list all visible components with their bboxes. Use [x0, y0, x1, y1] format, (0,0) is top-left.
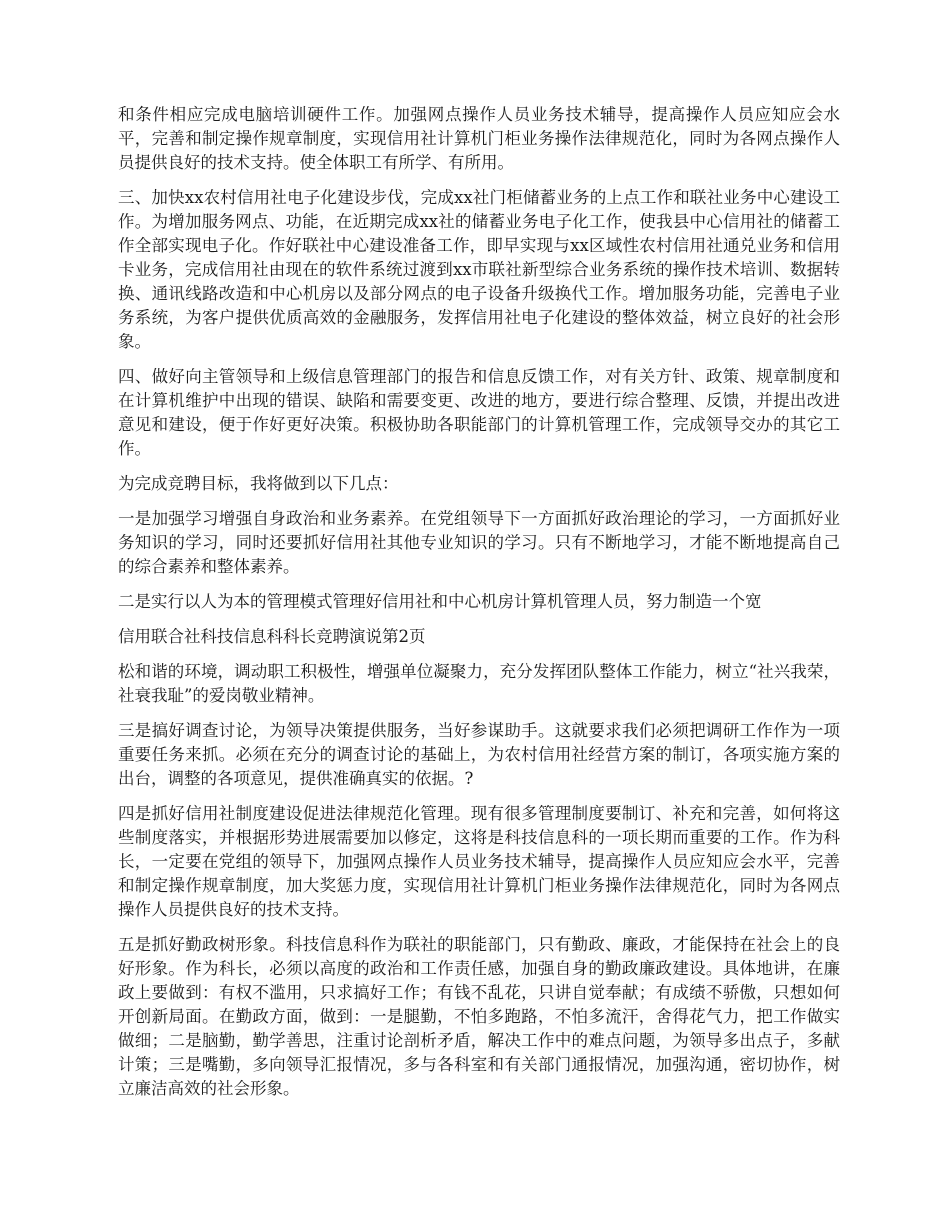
paragraph-item-four: 四、做好向主管领导和上级信息管理部门的报告和信息反馈工作，对有关方针、政策、规章制度和在计算机维护中出现的错误、缺陷和需要变更、改进的地方，要进行综合整理、反馈，并提出改进意见和建设，便于作好更好决策。积极协助各职能部门的计算机管理工作，完成领导交办的其它工作。: [118, 367, 840, 458]
paragraph-intro: 和条件相应完成电脑培训硬件工作。加强网点操作人员业务技术辅导，提高操作人员应知应会水平，完善和制定操作规章制度，实现信用社计算机门柜业务操作法律规范化，同时为各网点操作人员提供良好的技术支持。使全体职工有所学、有所用。: [118, 105, 840, 172]
paragraph-point-one: 一是加强学习增强自身政治和业务素养。在党组领导下一方面抓好政治理论的学习，一方面抓好业务知识的学习，同时还要抓好信用社其他专业知识的学习。只有不断地学习，才能不断地提高自己的综合素养和整体素养。: [118, 509, 840, 576]
paragraph-point-five: 五是抓好勤政树形象。科技信息科作为联社的职能部门，只有勤政、廉政，才能保持在社会上的良好形象。作为科长，必须以高度的政治和工作责任感，加强自身的勤政廉政建设。具体地讲，在廉政上要做到：有权不滥用，只求搞好工作；有钱不乱花，只讲自觉奉献；有成绩不骄傲，只想如何开创新局面。在勤政方面，做到：一是腿勤，不怕多跑路，不怕多流汗，舍得花气力，把工作做实做细；二是脑勤，勤学善思，注重讨论剖析矛盾，解决工作中的难点问题，为领导多出点子，多献计策；三是嘴勤，多向领导汇报情况，多与各科室和有关部门通报情况，加强沟通，密切协作，树立廉洁高效的社会形象。: [118, 935, 840, 1098]
paragraph-item-three: 三、加快xx农村信用社电子化建设步伐，完成xx社门柜储蓄业务的上点工作和联社业务中心建设工作。为增加服务网点、功能，在近期完成xx社的储蓄业务电子化工作，使我县中心信用社的储蓄工作全部实现电子化。作好联社中心建设准备工作，即早实现与xx区域性农村信用社通兑业务和信用卡业务，完成信用社由现在的软件系统过渡到xx市联社新型综合业务系统的操作技术培训、数据转换、通讯线路改造和中心机房以及部分网点的电子设备升级换代工作。增加服务功能，完善电子业务系统，为客户提供优质高效的金融服务，发挥信用社电子化建设的整体效益，树立良好的社会形象。: [118, 188, 840, 351]
paragraph-point-four: 四是抓好信用社制度建设促进法律规范化管理。现有很多管理制度要制订、补充和完善，如何将这些制度落实，并根据形势进展需要加以修定，这将是科技信息科的一项长期而重要的工作。作为科长，一定要在党组的领导下，加强网点操作人员业务技术辅导，提高操作人员应知应会水平，完善和制定操作规章制度，加大奖惩力度，实现信用社计算机门柜业务操作法律规范化，同时为各网点操作人员提供良好的技术支持。: [118, 804, 840, 919]
paragraph-point-two-continued: 松和谐的环境，调动职工积极性，增强单位凝聚力，充分发挥团队整体工作能力，树立“社兴我荣，社衰我耻”的爱岗敬业精神。: [118, 662, 840, 705]
paragraph-goal-intro: 为完成竞聘目标，我将做到以下几点：: [118, 474, 399, 493]
page-label: 信用联合社科技信息科科长竞聘演说第2页: [118, 627, 426, 646]
paragraph-point-three: 三是搞好调查讨论，为领导决策提供服务，当好参谋助手。这就要求我们必须把调研工作作为一项重要任务来抓。必须在充分的调查讨论的基础上，为农村信用社经营方案的制订，各项实施方案的出台，调整的各项意见，提供准确真实的依据。?: [118, 721, 840, 788]
paragraph-point-two-start: 二是实行以人为本的管理模式管理好信用社和中心机房计算机管理人员，努力制造一个宽: [118, 592, 762, 611]
document-page: [118, 103, 840, 1112]
